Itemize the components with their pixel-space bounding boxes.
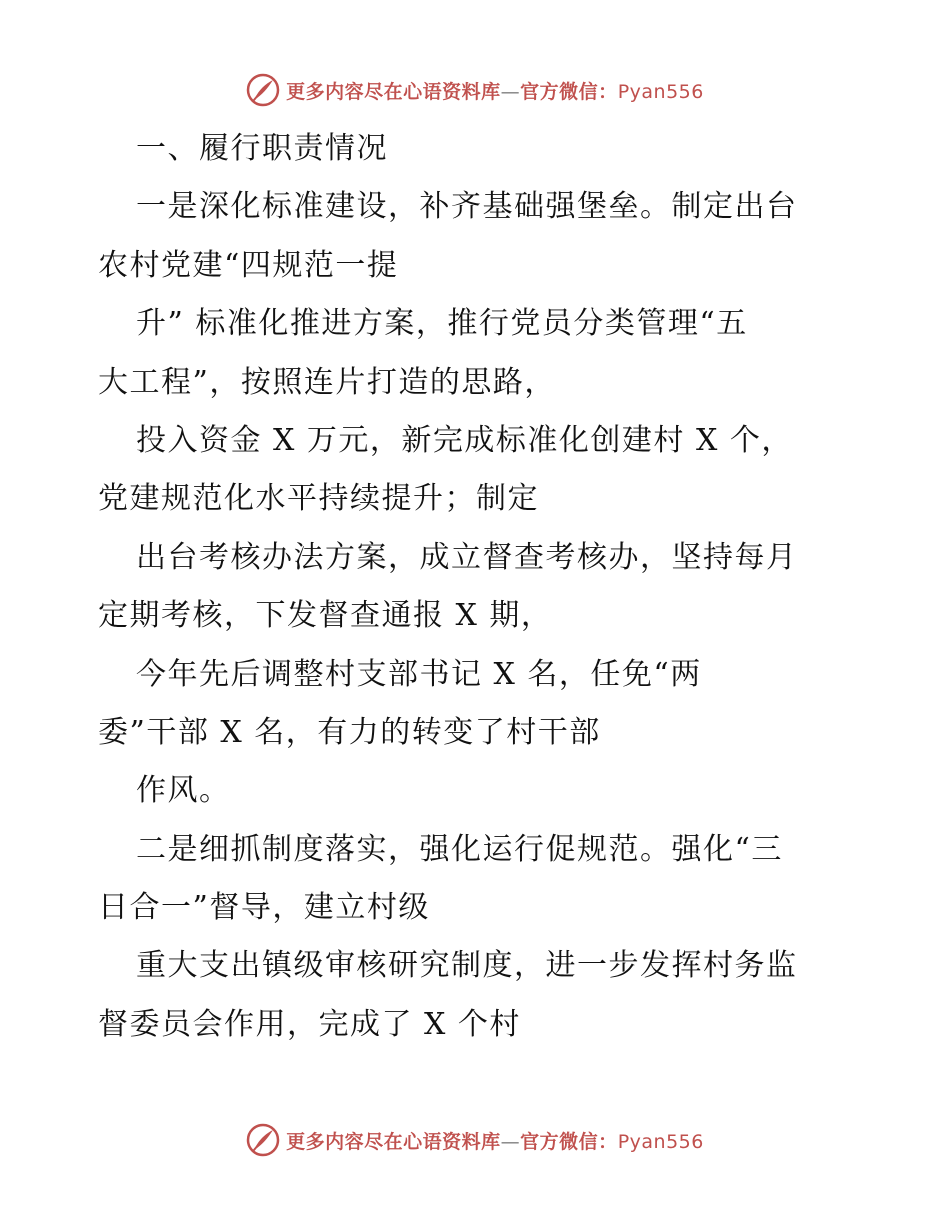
watermark-wechat-id: Pyan556 xyxy=(617,1130,704,1153)
header-watermark xyxy=(0,70,950,110)
text-line: 升” 标准化推进方案，推行党员分类管理“五 xyxy=(136,306,748,342)
watermark-site: 更多内容尽在心语资料库 xyxy=(286,80,501,103)
watermark-wechat-label: 官方微信： xyxy=(520,1130,618,1153)
text-line: 农村党建“四规范一提 xyxy=(98,247,399,283)
text-line: 出台考核办法方案，成立督查考核办，坚持每月 xyxy=(136,539,798,575)
document-body xyxy=(98,120,858,1054)
text-line: 二是细抓制度落实，强化运行促规范。强化“三 xyxy=(136,831,783,867)
feather-pen-logo-icon xyxy=(246,1123,280,1157)
text-line: 投入资金 X 万元，新完成标准化创建村 X 个， xyxy=(136,422,793,458)
watermark-text xyxy=(286,1127,704,1154)
watermark-site: 更多内容尽在心语资料库 xyxy=(286,1130,501,1153)
text-line: 委”干部 X 名，有力的转变了村干部 xyxy=(98,714,601,750)
watermark-wechat-label: 官方微信： xyxy=(520,80,618,103)
watermark-text xyxy=(286,77,704,104)
footer-watermark xyxy=(0,1120,950,1160)
text-line: 重大支出镇级审核研究制度，进一步发挥村务监 xyxy=(136,948,798,984)
text-line: 作风。 xyxy=(136,773,231,809)
text-line: 一是深化标准建设，补齐基础强堡垒。制定出台 xyxy=(136,189,798,225)
feather-pen-logo-icon xyxy=(246,73,280,107)
watermark-dash: — xyxy=(500,80,521,103)
text-line: 一、履行职责情况 xyxy=(136,131,388,166)
watermark-wechat-id: Pyan556 xyxy=(617,80,704,103)
text-line: 党建规范化水平持续提升；制定 xyxy=(98,481,539,517)
text-line: 定期考核，下发督查通报 X 期， xyxy=(98,598,553,634)
text-line: 大工程”，按照连片打造的思路， xyxy=(98,364,556,400)
text-line: 督委员会作用，完成了 X 个村 xyxy=(98,1006,521,1042)
text-line: 日合一”督导，建立村级 xyxy=(98,890,430,926)
watermark-dash: — xyxy=(500,1130,521,1153)
text-line: 今年先后调整村支部书记 X 名，任免“两 xyxy=(136,656,702,692)
